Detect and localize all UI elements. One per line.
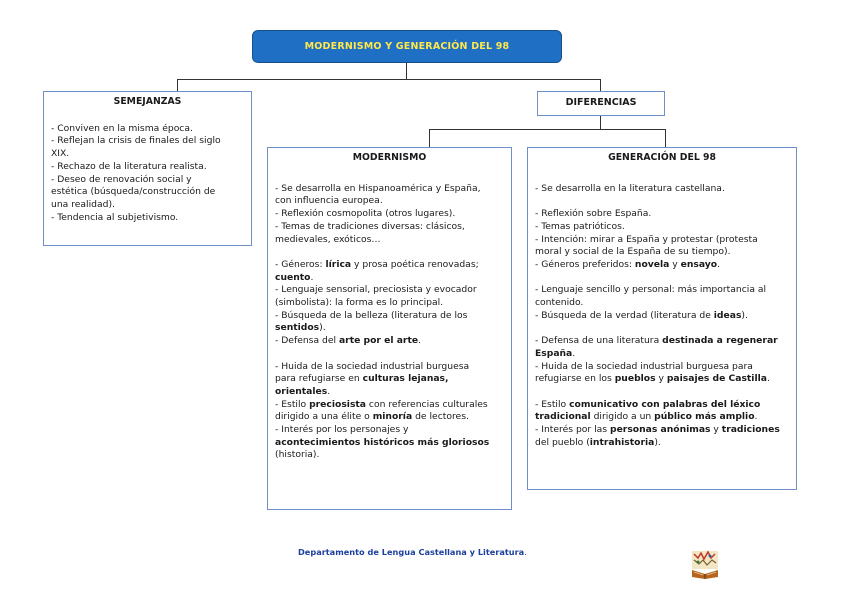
connector-title-down — [406, 63, 407, 79]
modernismo-line: - Defensa del arte por el arte. — [275, 335, 421, 347]
modernismo-line: - Se desarrolla en Hispanoamérica y España, — [275, 182, 481, 194]
book-logo-icon — [690, 548, 720, 580]
connector-to-generacion — [665, 129, 666, 148]
generacion-line: - Estilo comunicativo con palabras del léxico — [535, 398, 761, 410]
generacion-line: - Intención: mirar a España y protestar (protesta — [535, 233, 758, 245]
modernismo-box — [267, 147, 512, 510]
modernismo-line: (historia). — [275, 449, 320, 461]
generacion-line: - Reflexión sobre España. — [535, 208, 652, 220]
diferencias-box: DIFERENCIAS — [537, 91, 665, 116]
modernismo-line: medievales, exóticos… — [275, 233, 381, 245]
generacion-line: contenido. — [535, 297, 584, 308]
connector-mid-horizontal — [429, 129, 666, 130]
generacion-line: - Se desarrolla en la literatura castellana. — [535, 182, 725, 194]
generacion-line: España. — [535, 347, 576, 359]
modernismo-line: dirigido a una élite o minoría de lectores. — [275, 411, 469, 423]
modernismo-line: - Temas de tradiciones diversas: clásicos, — [275, 220, 465, 232]
semejanzas-line: estética (búsqueda/construcción de — [51, 186, 216, 198]
connector-top-horizontal — [177, 79, 601, 80]
generacion-line: tradicional dirigido a un público más amplio. — [535, 411, 758, 423]
generacion-line: del pueblo (intrahistoria). — [535, 436, 661, 448]
semejanzas-box — [43, 91, 252, 246]
semejanzas-line: - Reflejan la crisis de finales del siglo — [51, 135, 221, 147]
generacion-line: - Géneros preferidos: novela y ensayo. — [535, 258, 721, 270]
modernismo-line: - Huida de la sociedad industrial burguesa — [275, 360, 470, 372]
modernismo-line: - Búsqueda de la belleza (literatura de los — [275, 309, 468, 321]
modernismo-line: - Interés por los personajes y — [275, 424, 409, 436]
connector-diferencias-down — [600, 116, 601, 130]
modernismo-line: orientales. — [275, 385, 331, 397]
modernismo-line: acontecimientos históricos más gloriosos — [275, 436, 490, 448]
footer-text: Departamento de Lengua Castellana y Literatura. — [298, 547, 527, 557]
modernismo-line: - Reflexión cosmopolita (otros lugares). — [275, 208, 456, 220]
semejanzas-line: XIX. — [51, 148, 70, 160]
generacion-box — [527, 147, 797, 490]
semejanzas-line: una realidad). — [51, 198, 115, 210]
generacion-line: - Huida de la sociedad industrial burguesa para — [535, 360, 753, 372]
semejanzas-line: - Conviven en la misma época. — [51, 122, 193, 134]
modernismo-line: - Estilo preciosista con referencias culturales — [275, 398, 488, 410]
modernismo-line: con influencia europea. — [275, 195, 383, 207]
modernismo-line: para refugiarse en culturas lejanas, — [275, 373, 449, 385]
connector-to-modernismo — [429, 129, 430, 148]
modernismo-line: - Géneros: lírica y prosa poética renovadas; — [275, 258, 479, 270]
diagram-title: MODERNISMO Y GENERACIÓN DEL 98 — [252, 30, 562, 63]
generacion-line: - Búsqueda de la verdad (literatura de ideas). — [535, 309, 748, 321]
generacion-line: - Interés por las personas anónimas y tradiciones — [535, 424, 780, 435]
semejanzas-line: - Tendencia al subjetivismo. — [51, 211, 179, 223]
generacion-line: refugiarse en los pueblos y paisajes de Castilla. — [535, 373, 770, 385]
modernismo-heading: MODERNISMO — [352, 152, 427, 163]
modernismo-line: sentidos). — [275, 322, 326, 334]
semejanzas-heading: SEMEJANZAS — [113, 96, 182, 107]
generacion-line: - Lenguaje sencillo y personal: más importancia al — [535, 284, 767, 296]
modernismo-line: cuento. — [275, 271, 314, 283]
semejanzas-line: - Rechazo de la literatura realista. — [51, 160, 207, 172]
generacion-line: - Temas patrióticos. — [535, 220, 625, 232]
generacion-line: - Defensa de una literatura destinada a regenerar — [535, 335, 778, 347]
modernismo-line: - Lenguaje sensorial, preciosista y evocador — [275, 284, 477, 296]
modernismo-line: (simbolista): la forma es lo principal. — [275, 297, 444, 309]
semejanzas-line: - Deseo de renovación social y — [51, 173, 192, 185]
generacion-heading: GENERACIÓN DEL 98 — [608, 152, 716, 163]
generacion-line: moral y social de la España de su tiempo). — [535, 246, 731, 258]
